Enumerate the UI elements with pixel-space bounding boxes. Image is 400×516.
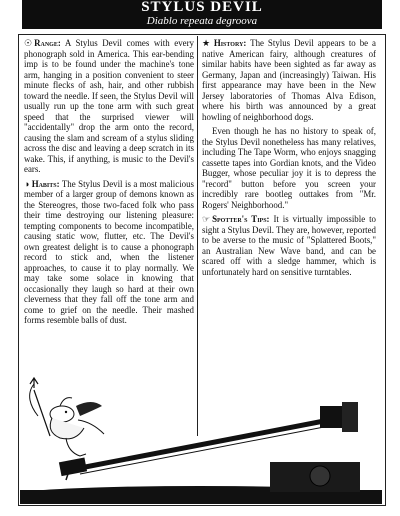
- circle-dot-icon: ☉: [24, 38, 33, 48]
- habits-paragraph: [24, 179, 194, 326]
- right-column: [202, 38, 376, 281]
- history-label: History:: [213, 38, 247, 48]
- title-banner: [22, 0, 382, 29]
- range-paragraph: [24, 38, 194, 175]
- history-text: The Stylus Devil appears to be a native American fairy, although creatures of similar habits have been sighted as far away as Germany, Japan and (increasingly) Taiwan. His first appearance may have been in the New Jersey laboratories of Thomas Alva Edison, where his birth was announced by a great howling of neighborhood dogs.: [202, 38, 376, 122]
- tips-paragraph: [202, 214, 376, 277]
- range-text: A Stylus Devil comes with every phonograph sold in America. This ear-bending imp is to be found under the machine's tone arm, hanging in a position convenient to steer minute flecks of ash, hair, and other rubbish toward the needle. If seen, the Stylus Devil will usually run up the tone arm with such great speed that the surprised viewer will "accidentally" drop the arm onto the record, causing the slam and scream of a stylus sliding across the disc and leaving a deep scratch in its wake. This, if anything, is music to the Devil's ears.: [24, 38, 194, 174]
- pointing-hand-icon: ☞: [202, 214, 211, 224]
- history-paragraph-2: Even though he has no history to speak of, the Stylus Devil nonetheless has many relatives, including The Tape Worm, who enjoys snagging cassette tapes into Gordian knots, and the Video Bugger, whose peculiar joy it is to depress the "record" button before you screen your incredibly rare bootleg outtakes from "Mr. Rogers' Neighborhood.": [202, 126, 376, 210]
- range-label: Range:: [34, 38, 61, 48]
- habits-text: The Stylus Devil is a most malicious member of a larger group of demons known as the Stereogres, those two-faced folk who pass their time destroying our listening pleasure: tempting components to become incompatible, causing static wow, flutter, etc. The Devil's own greatest delight is to cause a phonograph record to stick and, when the listener approaches, to cause it to play normally. We may take some solace in knowing that occasionally they laugh so hard at their own cleverness that they fall off the tone arm and come to grief on the needle. Their mashed forms resemble balls of dust.: [24, 178, 195, 325]
- tips-label: Spotter's Tips:: [212, 214, 270, 224]
- habits-label: Habits:: [31, 178, 60, 189]
- left-column: [24, 38, 194, 330]
- tone-arm-devil-illustration: [20, 376, 382, 504]
- star-icon: ★: [202, 38, 212, 48]
- tips-text: It is virtually impossible to sight a Stylus Devil. They are, however, reported to be averse to the music of "Splattered Boots," an Australian New Wave band, and can be scared off with a sledge hammer, which is unfortunately hard on sensitive turntables.: [202, 214, 376, 277]
- page-subtitle: Diablo repeata degroova: [146, 15, 258, 27]
- history-paragraph: [202, 38, 376, 122]
- devil-figure: [30, 378, 104, 456]
- page-title: STYLUS DEVIL: [141, 0, 263, 15]
- half-moon-icon: ◑: [24, 178, 30, 189]
